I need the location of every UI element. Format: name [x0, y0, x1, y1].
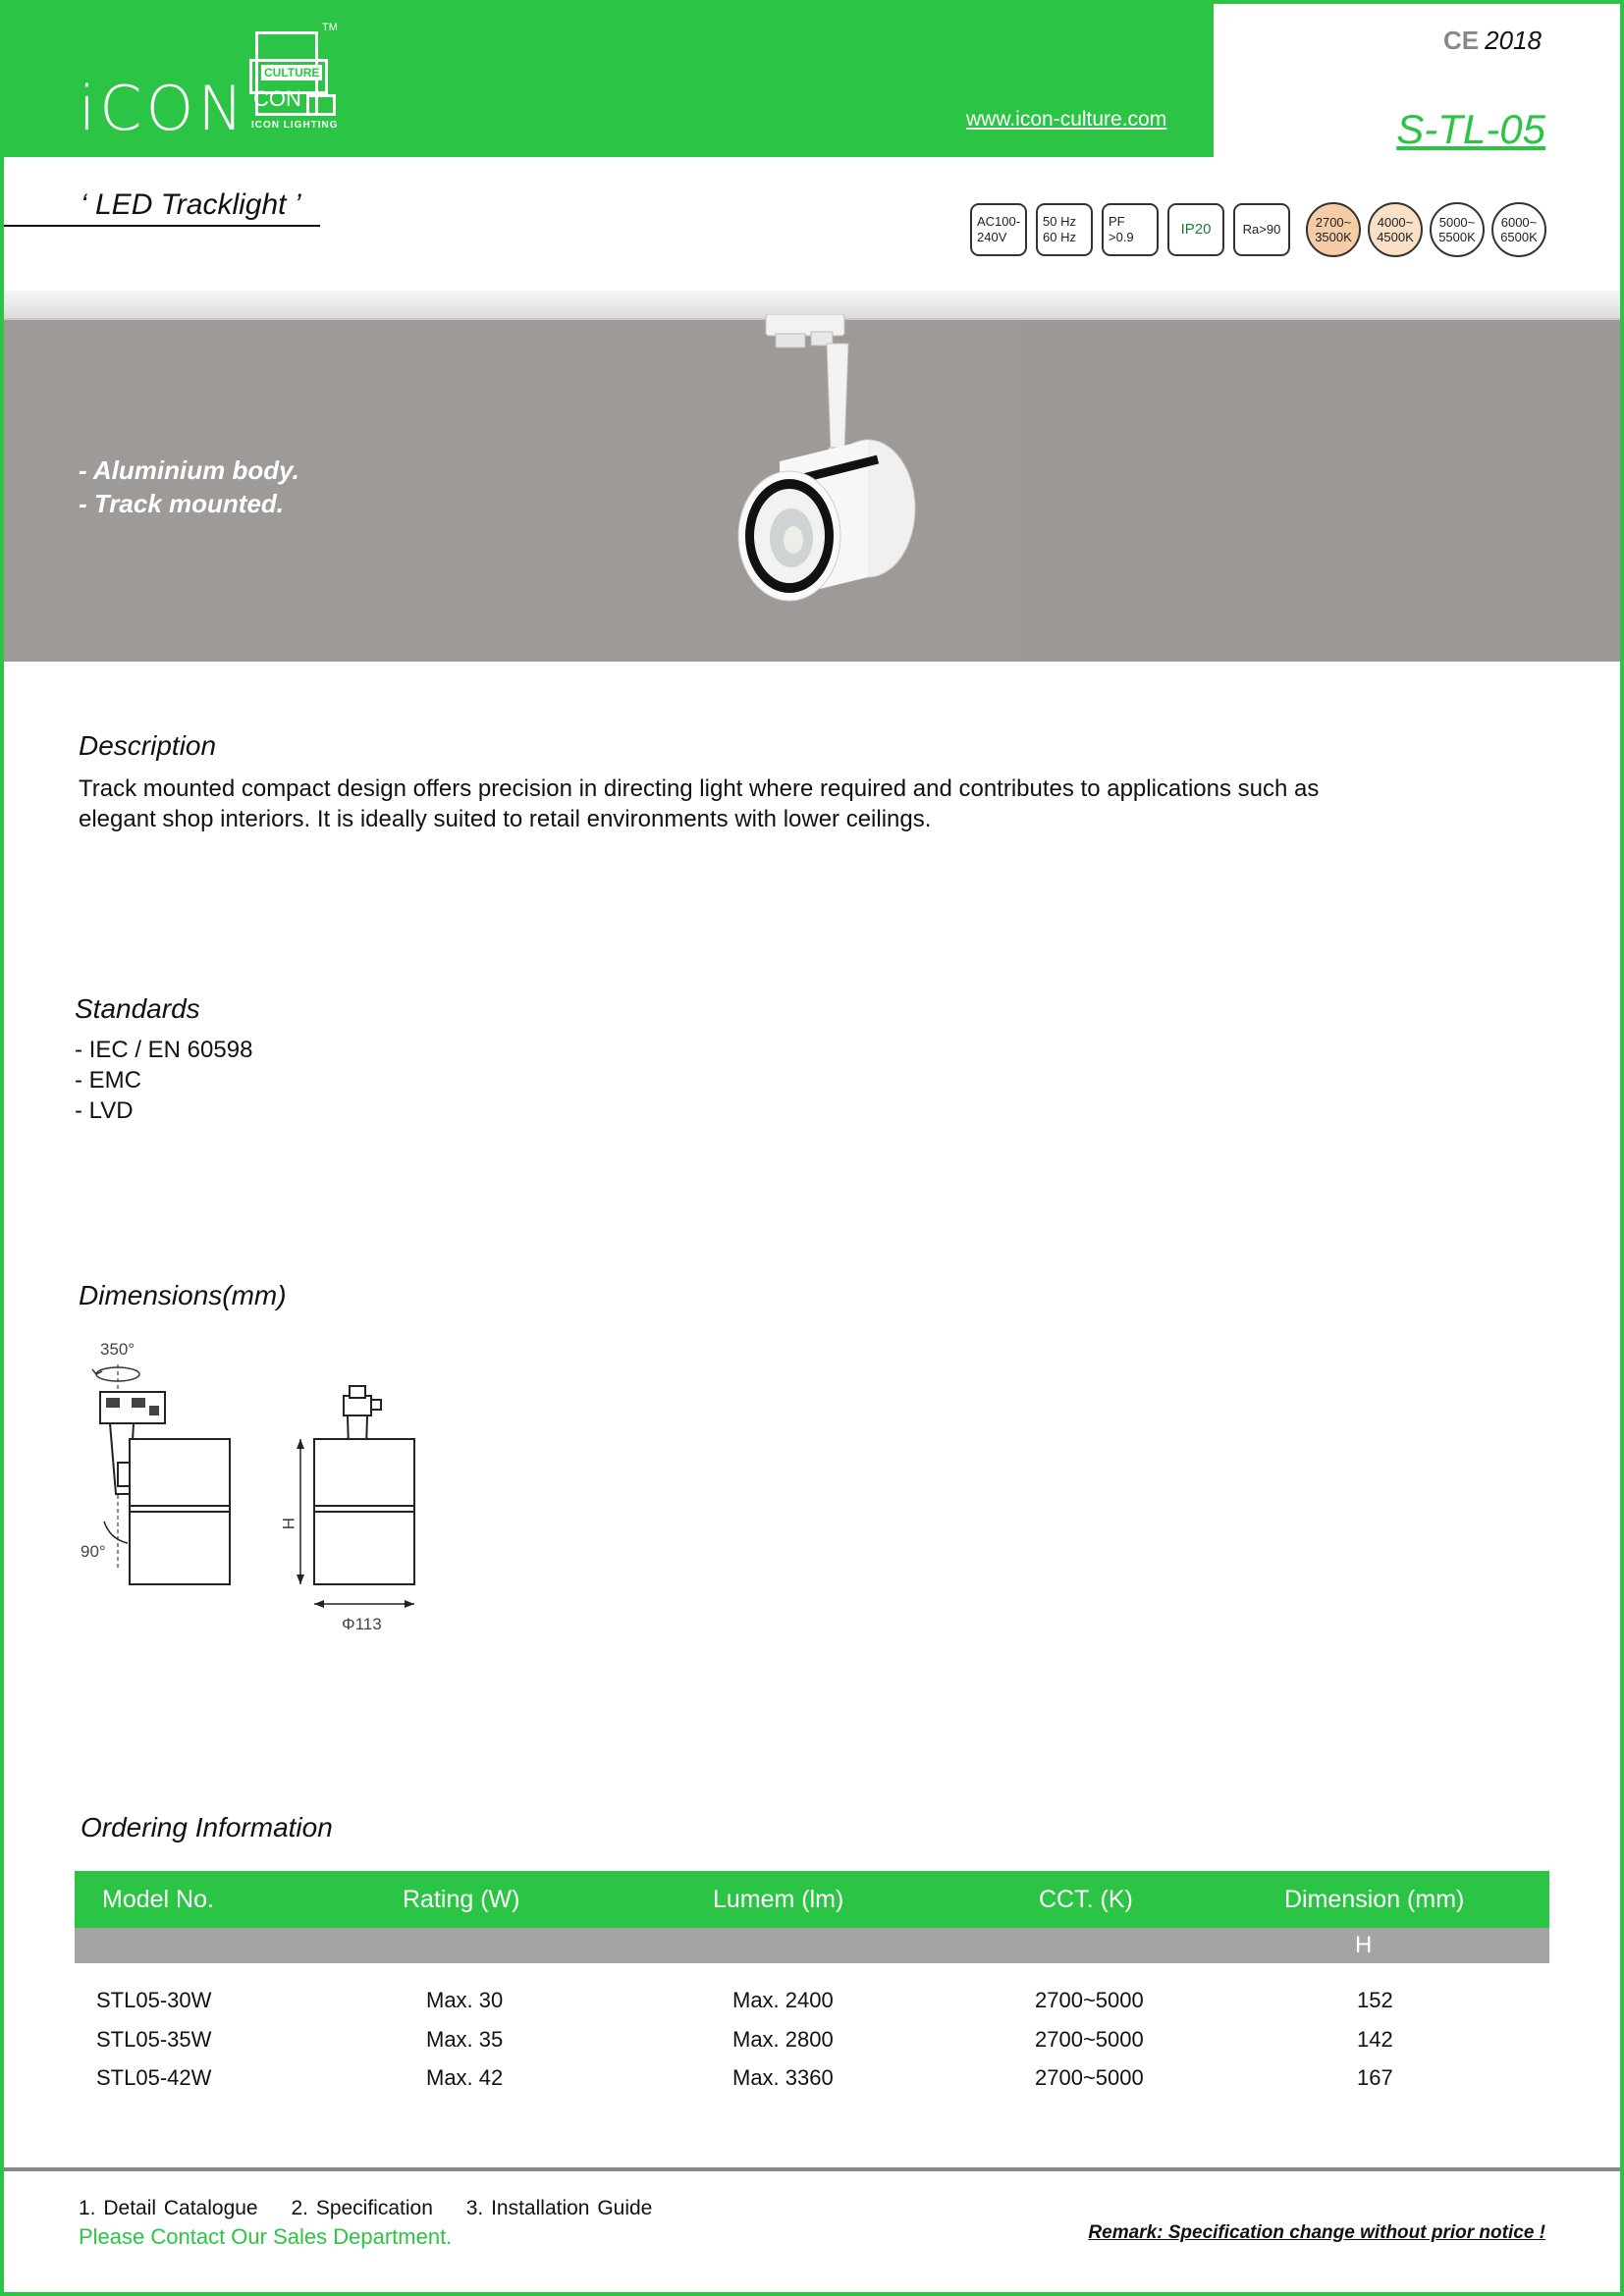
cri-badge: Ra>90 — [1233, 203, 1290, 256]
ce-year — [1443, 26, 1542, 56]
cct-option-4000: 4000~ 4500K — [1368, 202, 1423, 257]
standards-title: Standards — [75, 993, 200, 1024]
frequency-badge: 50 Hz 60 Hz — [1036, 203, 1093, 256]
power-factor-badge: PF >0.9 — [1102, 203, 1159, 256]
column-header: Model No. — [102, 1885, 214, 1913]
cct-option-6000: 6000~ 6500K — [1491, 202, 1546, 257]
model-code: S-TL-05 — [1396, 106, 1545, 152]
list-item: - LVD — [75, 1097, 134, 1124]
cct-option-2700: 2700~ 3500K — [1306, 202, 1361, 257]
link-installation-guide[interactable]: 3. Installation Guide — [465, 2197, 653, 2219]
table-subheader — [75, 1928, 1549, 1963]
table-row: STL05-42W Max. 42 Max. 3360 2700~5000 167 — [96, 2065, 1393, 2090]
feature-item: - Aluminium body. — [79, 455, 299, 485]
brand-logo-text: iCON — [79, 73, 247, 144]
footer-divider — [4, 2167, 1620, 2171]
spec-badges — [970, 202, 1546, 257]
dimension-drawing — [75, 1335, 438, 1659]
ordering-title: Ordering Information — [81, 1812, 333, 1842]
trademark-mark: TM — [322, 22, 338, 33]
list-item: - EMC — [75, 1067, 141, 1094]
dimension-subheader: H — [1355, 1932, 1373, 1958]
ce-mark-icon: CE — [1443, 26, 1480, 55]
tilt-label: 90° — [81, 1542, 106, 1561]
diameter-label: Φ113 — [342, 1615, 382, 1633]
logo-tag: CULTURE — [261, 65, 322, 80]
column-header: Rating (W) — [403, 1885, 520, 1913]
product-name-underline — [4, 225, 320, 227]
remark-note: Remark: Specification change without prior notice ! — [1088, 2222, 1545, 2243]
table-header — [75, 1871, 1549, 1928]
rotation-label: 350° — [100, 1340, 135, 1359]
cct-option-5000: 5000~ 5500K — [1430, 202, 1485, 257]
dimensions-title: Dimensions(mm) — [79, 1280, 287, 1310]
link-detail-catalogue[interactable]: 1. Detail Catalogue — [79, 2197, 258, 2219]
feature-item: - Track mounted. — [79, 489, 285, 518]
column-header: Lumem (lm) — [713, 1885, 844, 1913]
footer-links — [79, 2197, 677, 2220]
year-label: 2018 — [1485, 26, 1542, 55]
link-specification[interactable]: 2. Specification — [291, 2197, 433, 2219]
tracklight-illustration — [721, 314, 937, 648]
website-link[interactable]: www.icon-culture.com — [966, 108, 1167, 131]
description-text: Track mounted compact design offers precision in directing light where required and contributes to applications such as elegant shop interiors. It is ideally suited to retail environments with lower ceilings. — [79, 775, 1320, 832]
logo-subtitle: ICON LIGHTING — [251, 120, 339, 131]
feature-list — [79, 454, 299, 520]
voltage-badge: AC100- 240V — [970, 203, 1027, 256]
logo-con: CON — [253, 86, 301, 111]
list-item: - IEC / EN 60598 — [75, 1037, 253, 1063]
height-label: H — [279, 1518, 298, 1530]
contact-note: Please Contact Our Sales Department. — [79, 2224, 453, 2249]
table-row: STL05-35W Max. 35 Max. 2800 2700~5000 142 — [96, 2027, 1393, 2052]
product-hero-image — [4, 291, 1620, 662]
table-row: STL05-30W Max. 30 Max. 2400 2700~5000 152 — [96, 1988, 1393, 2012]
ip-rating-badge: IP20 — [1167, 203, 1224, 256]
column-header: Dimension (mm) — [1284, 1885, 1465, 1913]
column-header: CCT. (K) — [1039, 1885, 1133, 1913]
standards-list — [75, 1035, 252, 1126]
product-name: ‘ LED Tracklight ’ — [81, 188, 301, 221]
description-title: Description — [79, 730, 217, 761]
